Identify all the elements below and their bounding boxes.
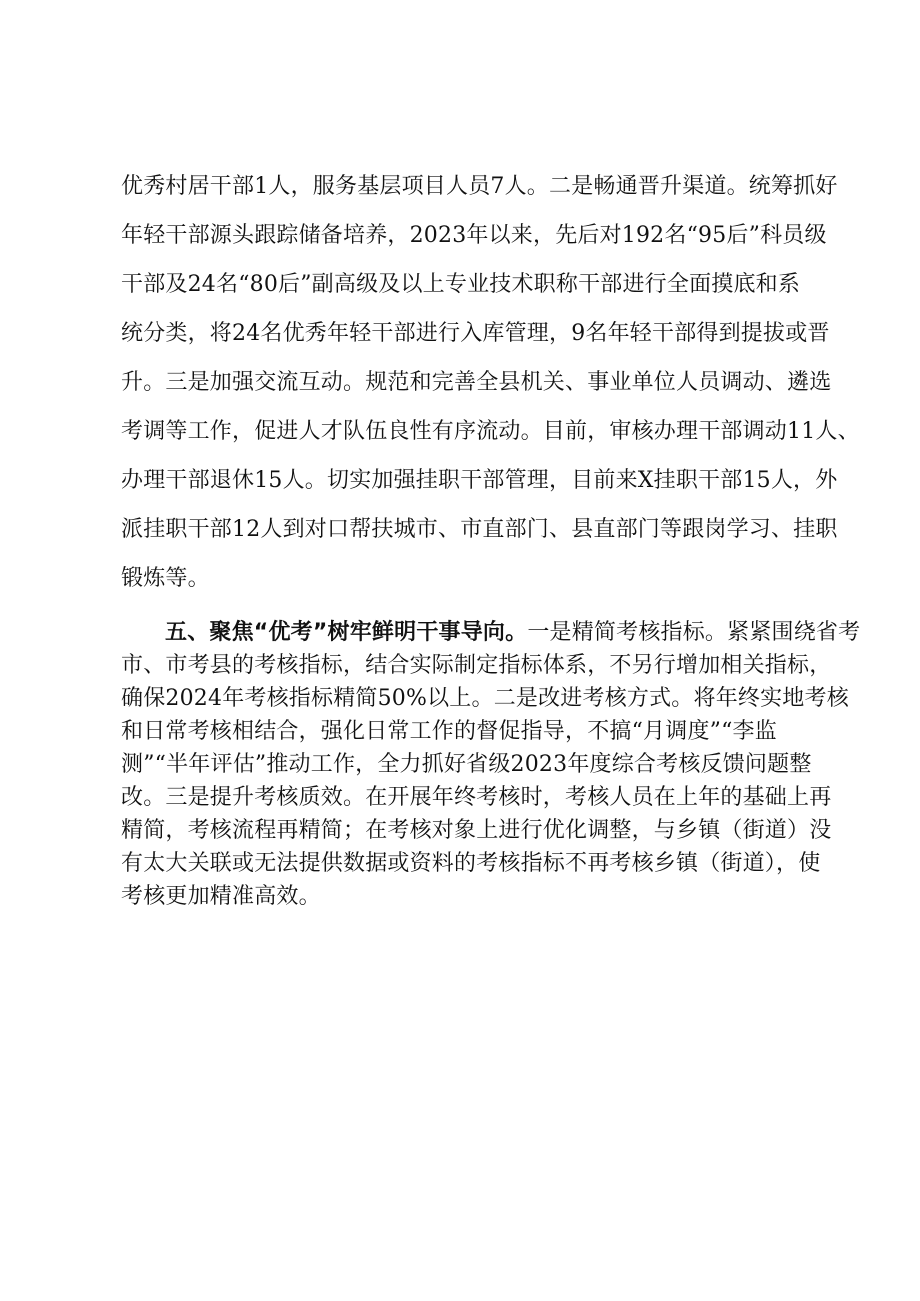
text-line: 有太大关联或无法提供数据或资料的考核指标不再考核乡镇（街道），使 bbox=[121, 851, 821, 876]
text-line: 办理干部退休15人。切实加强挂职干部管理，目前来X挂职干部15人，外 bbox=[121, 468, 838, 493]
text-line: 测”“半年评估”推动工作，全力抓好省级2023年度综合考核反馈问题整 bbox=[121, 752, 812, 777]
text-fragment: 一是精简考核指标。紧紧围绕省考 bbox=[527, 620, 861, 645]
paragraph-cadre-management bbox=[121, 162, 860, 603]
paragraph-assessment bbox=[121, 616, 861, 913]
text-line: 干部及24名“80后”副高级及以上专业技术职称干部进行全面摸底和系 bbox=[121, 272, 801, 297]
section-heading: 五、聚焦“优考”树牢鲜明干事导向。 bbox=[165, 620, 528, 645]
text-line: 派挂职干部12人到对口帮扶城市、市直部门、县直部门等跟岗学习、挂职 bbox=[121, 517, 838, 542]
text-line: 升。三是加强交流互动。规范和完善全县机关、事业单位人员调动、遴选 bbox=[121, 370, 832, 395]
text-line: 统分类，将24名优秀年轻干部进行入库管理，9名年轻干部得到提拔或晋 bbox=[121, 321, 830, 346]
text-line: 优秀村居干部1人，服务基层项目人员7人。二是畅通晋升渠道。统筹抓好 bbox=[121, 174, 838, 199]
text-line: 锻炼等。 bbox=[121, 566, 210, 591]
text-line-first bbox=[121, 616, 861, 649]
text-line: 年轻干部源头跟踪储备培养，2023年以来，先后对192名“95后”科员级 bbox=[121, 223, 827, 248]
text-line: 考核更加精准高效。 bbox=[121, 884, 321, 909]
text-line: 考调等工作，促进人才队伍良性有序流动。目前，审核办理干部调动11人、 bbox=[121, 419, 860, 444]
text-line: 精简，考核流程再精简；在考核对象上进行优化调整，与乡镇（街道）没 bbox=[121, 818, 832, 843]
text-line: 确保2024年考核指标精简50%以上。二是改进考核方式。将年终实地考核 bbox=[121, 686, 849, 711]
text-line: 改。三是提升考核质效。在开展年终考核时，考核人员在上年的基础上再 bbox=[121, 785, 832, 810]
text-line: 市、市考县的考核指标，结合实际制定指标体系，不另行增加相关指标， bbox=[121, 653, 832, 678]
text-line: 和日常考核相结合，强化日常工作的督促指导，不搞“月调度”“李监 bbox=[121, 719, 777, 744]
